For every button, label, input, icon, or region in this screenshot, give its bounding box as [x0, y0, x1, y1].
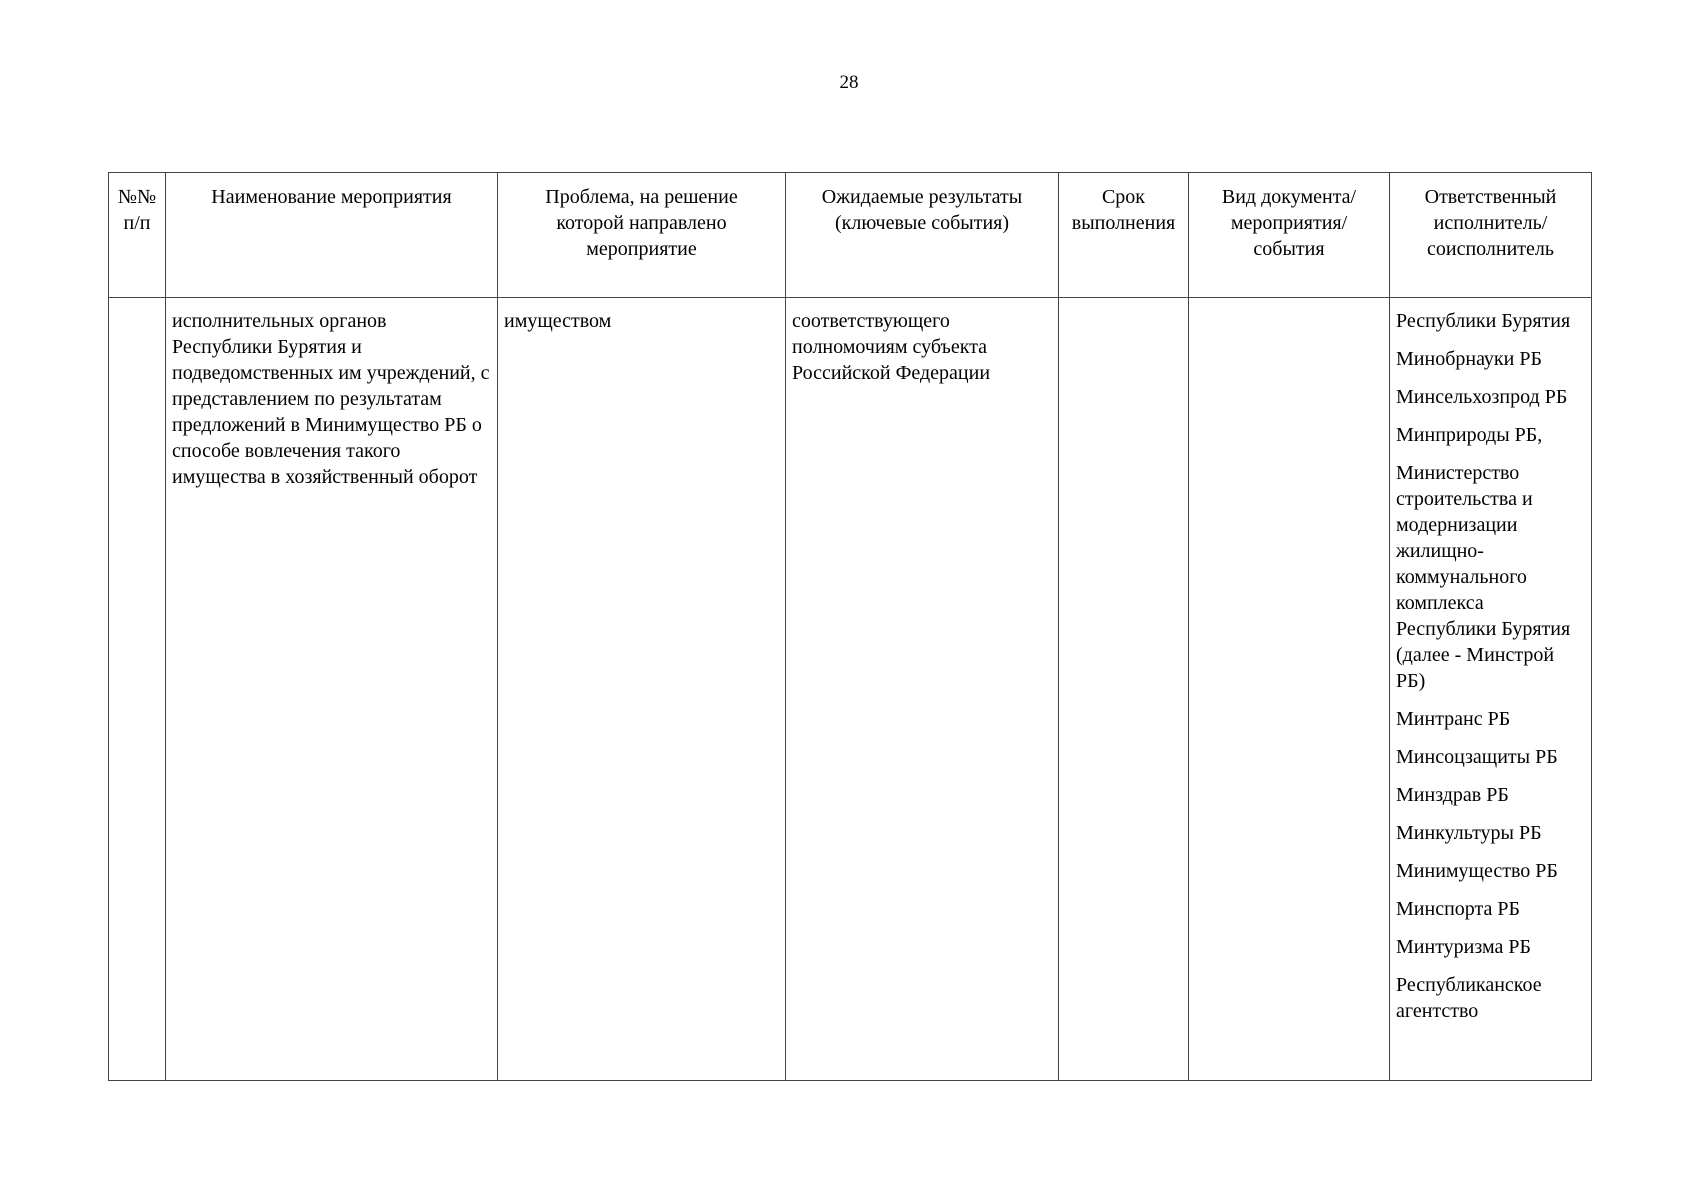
cell-num — [109, 298, 166, 1081]
table-header-row — [109, 173, 1592, 298]
responsible-item: Министерство строительства и модернизации жилищно-коммунального комплекса Республики Бурятия (далее - Минстрой РБ) — [1396, 462, 1571, 692]
responsible-item: Минздрав РБ — [1396, 784, 1509, 806]
cell-doc-type — [1189, 298, 1390, 1081]
responsible-item: Минсельхозпрод РБ — [1396, 386, 1568, 408]
header-problem: Проблема, на решение которой направлено мероприятие — [498, 173, 786, 298]
cell-results: соответствующего полномочиям субъекта Российской Федерации — [786, 298, 1059, 1081]
responsible-item: Республиканское агентство — [1396, 974, 1542, 1022]
header-results: Ожидаемые результаты (ключевые события) — [786, 173, 1059, 298]
responsible-item: Минспорта РБ — [1396, 898, 1520, 920]
table-row — [109, 298, 1592, 1081]
header-name: Наименование мероприятия — [166, 173, 498, 298]
page-number: 28 — [839, 72, 859, 93]
header-doc-type: Вид документа/ мероприятия/ события — [1189, 173, 1390, 298]
header-responsible: Ответственный исполнитель/ соисполнитель — [1390, 173, 1592, 298]
cell-name: исполнительных органов Республики Бурятия и подведомственных им учреждений, с представлением по результатам предложений в Минимущество РБ о способе вовлечения такого имущества в хозяйственный оборот — [166, 298, 498, 1081]
responsible-item: Минсоцзащиты РБ — [1396, 746, 1558, 768]
header-deadline: Срок выполнения — [1059, 173, 1189, 298]
cell-problem: имуществом — [498, 298, 786, 1081]
responsible-item: Минкультуры РБ — [1396, 822, 1542, 844]
responsible-item: Минобрнауки РБ — [1396, 348, 1542, 370]
responsible-item: Республики Бурятия — [1396, 310, 1571, 332]
header-num: №№ п/п — [109, 173, 166, 298]
responsible-item: Минимущество РБ — [1396, 860, 1558, 882]
events-table — [108, 172, 1592, 1081]
cell-responsible — [1390, 298, 1592, 1081]
responsible-item: Минприроды РБ, — [1396, 424, 1543, 446]
responsible-item: Минтуризма РБ — [1396, 936, 1531, 958]
responsible-item: Минтранс РБ — [1396, 708, 1511, 730]
cell-deadline — [1059, 298, 1189, 1081]
